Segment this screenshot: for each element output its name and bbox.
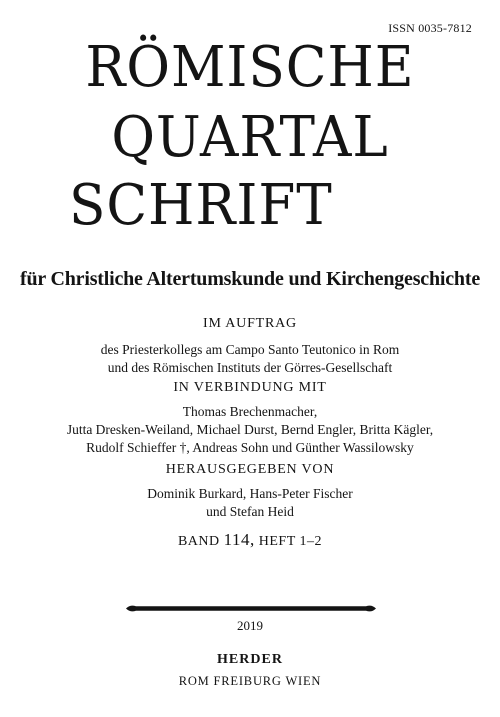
herausgegeben-heading: HERAUSGEGEBEN VON [165, 462, 335, 477]
year: 2019 [237, 618, 263, 633]
title-line-2: QUARTAL [111, 105, 389, 170]
verbindung-line: Thomas Brechenmacher, [182, 404, 318, 419]
band-label: BAND [177, 534, 220, 549]
auftrag-heading: IM AUFTRAG [203, 316, 297, 331]
herausgegeben-text [0, 485, 500, 521]
auftrag-text [0, 341, 500, 377]
title-line-1: RÖMISCHE [85, 35, 415, 100]
verbindung-line: Rudolf Schieffer †, Andreas Sohn und Günther Wassilowsky [86, 440, 414, 455]
verbindung-line: Jutta Dresken-Weiland, Michael Durst, Bernd Engler, Britta Kägler, [66, 422, 434, 437]
publisher-cities: ROM FREIBURG WIEN [178, 674, 322, 688]
subtitle: für Christliche Altertumskunde und Kirchengeschichte [20, 268, 480, 290]
verbindung-heading: IN VERBINDUNG MIT [173, 380, 327, 395]
verbindung-text [0, 403, 500, 457]
volume-info [0, 530, 500, 550]
title-line-3: SCHRIFT [69, 173, 333, 238]
auftrag-line: des Priesterkollegs am Campo Santo Teutonico in Rom [100, 342, 400, 357]
auftrag-line: und des Römischen Instituts der Görres-Gesellschaft [107, 360, 393, 375]
herausgegeben-line: Dominik Burkard, Hans-Peter Fischer [147, 486, 353, 501]
publisher: HERDER [217, 652, 283, 667]
band-number: 114, [223, 530, 255, 549]
herausgegeben-line: und Stefan Heid [206, 504, 294, 519]
issn: ISSN 0035-7812 [388, 21, 472, 35]
decorative-rule [126, 604, 376, 613]
heft-label: HEFT 1–2 [258, 534, 323, 549]
